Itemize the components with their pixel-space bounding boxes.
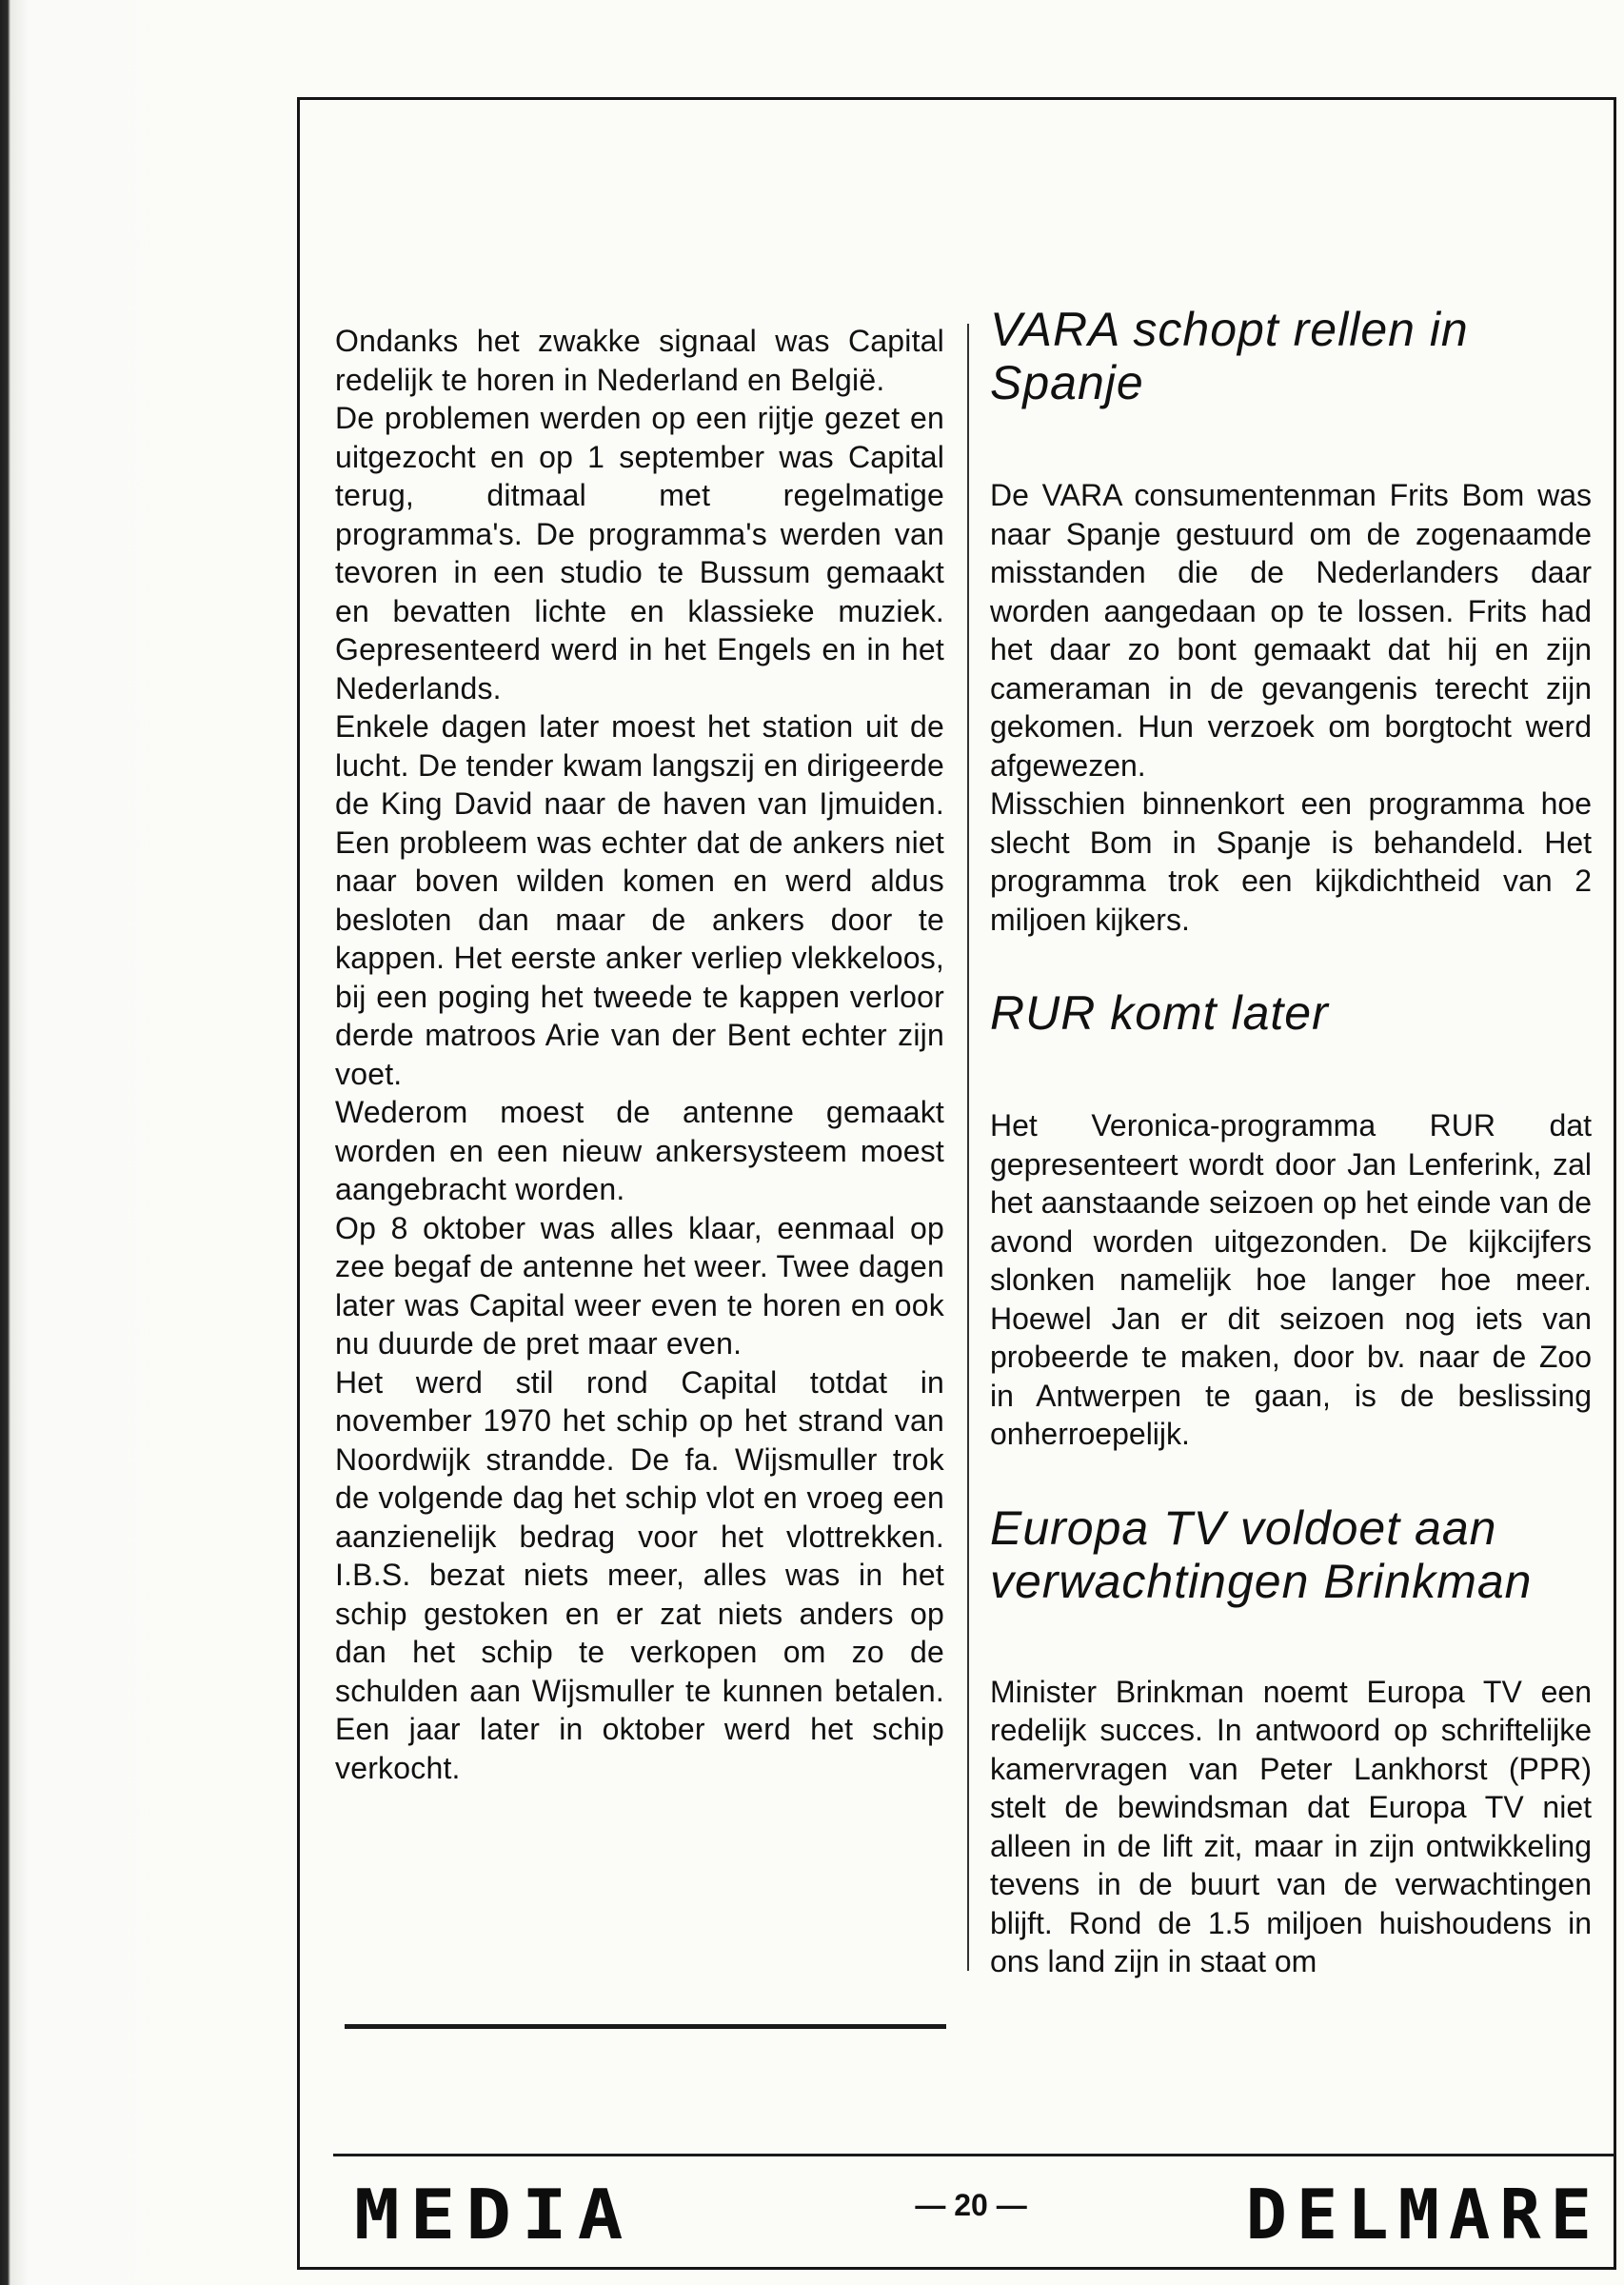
- paragraph: Het Veronica-programma RUR dat gepresenteert wordt door Jan Lenferink, zal het aanstaande seizoen op het einde van de avond worden uitgezonden. De kijkcijfers slonken namelijk hoe langer hoe meer. Hoewel Jan er dit seizoen nog iets van probeerde te maken, door bv. naar de Zoo in Antwerpen te gaan, is de beslissing onherroepelijk.: [990, 1108, 1592, 1451]
- footer-rule: [333, 2154, 1614, 2156]
- footer-logo-delmare: DELMARE: [1245, 2175, 1601, 2255]
- headline-europa-tv: Europa TV voldoet aan verwachtingen Brinkman: [990, 1500, 1533, 1608]
- paragraph: De problemen werden op een rijtje gezet en uitgezocht en op 1 september was Capital terug, ditmaal met regelmatige programma's. De programma's werden van tevoren in een studio te Bussum gemaakt en bevatten lichte en klassieke muziek. Gepresenteerd werd in het Engels en in het Nederlands.: [335, 401, 944, 705]
- article-end-rule: [345, 2024, 946, 2029]
- paragraph: Misschien binnenkort een programma hoe slecht Bom in Spanje is behandeld. Het programma trok een kijkdichtheid van 2 miljoen kijkers.: [990, 786, 1592, 937]
- paragraph: Op 8 oktober was alles klaar, eenmaal op zee begaf de antenne het weer. Twee dagen later was Capital weer even te horen en ook nu duurde de pret maar even.: [335, 1210, 944, 1361]
- left-column: [335, 322, 944, 1787]
- paragraph: Enkele dagen later moest het station uit de lucht. De tender kwam langszij en dirigeerde de King David naar de haven van Ijmuiden. Een probleem was echter dat de ankers niet naar boven wilden komen en werd aldus besloten dan maar de ankers door te kappen. Het eerste anker verliep vlekkeloos, bij een poging het tweede te kappen verloor derde matroos Arie van der Bent echter zijn voet.: [335, 709, 944, 1091]
- paragraph: Ondanks het zwakke signaal was Capital redelijk te horen in Nederland en België.: [335, 324, 944, 397]
- headline-rur: RUR komt later: [990, 986, 1329, 1040]
- paragraph: Het werd stil rond Capital totdat in november 1970 het schip op het strand van Noordwijk strandde. De fa. Wijsmuller trok de volgende dag het schip vlot en vroeg een aanzienelijk bedrag voor het vlottrekken. I.B.S. bezat niets meer, alles was in het schip gestoken en er zat niets anders op dan het schip te verkopen om zo de schulden aan Wijsmuller te kunnen betalen. Een jaar later in oktober werd het schip verkocht.: [335, 1364, 944, 1785]
- book-binding-shadow: [0, 0, 209, 2285]
- paragraph: De VARA consumentenman Frits Bom was naar Spanje gestuurd om de zogenaamde misstanden die de Nederlanders daar worden aangedaan op te lossen. Frits had het daar zo bont gemaakt dat hij en zijn cameraman in de gevangenis terecht zijn gekomen. Hun verzoek om borgtocht werd afgewezen.: [990, 478, 1592, 783]
- paragraph: Wederom moest de antenne gemaakt worden en een nieuw ankersysteem moest aangebracht worden.: [335, 1095, 944, 1206]
- column-divider: [967, 324, 969, 1971]
- paragraph: Minister Brinkman noemt Europa TV een redelijk succes. In antwoord op schriftelijke kamervragen van Peter Lankhorst (PPR) stelt de bewindsman dat Europa TV niet alleen in de lift zit, maar in zijn ontwikkeling tevens in de buurt van de verwachtingen blijft. Rond de 1.5 miljoen huishoudens in ons land zijn in staat om: [990, 1674, 1592, 1978]
- page-number: — 20 —: [915, 2188, 1027, 2222]
- headline-vara: VARA schopt rellen in Spanje: [990, 303, 1469, 409]
- right-column: [990, 303, 1592, 1981]
- footer-logo-media: MEDIA: [354, 2175, 634, 2255]
